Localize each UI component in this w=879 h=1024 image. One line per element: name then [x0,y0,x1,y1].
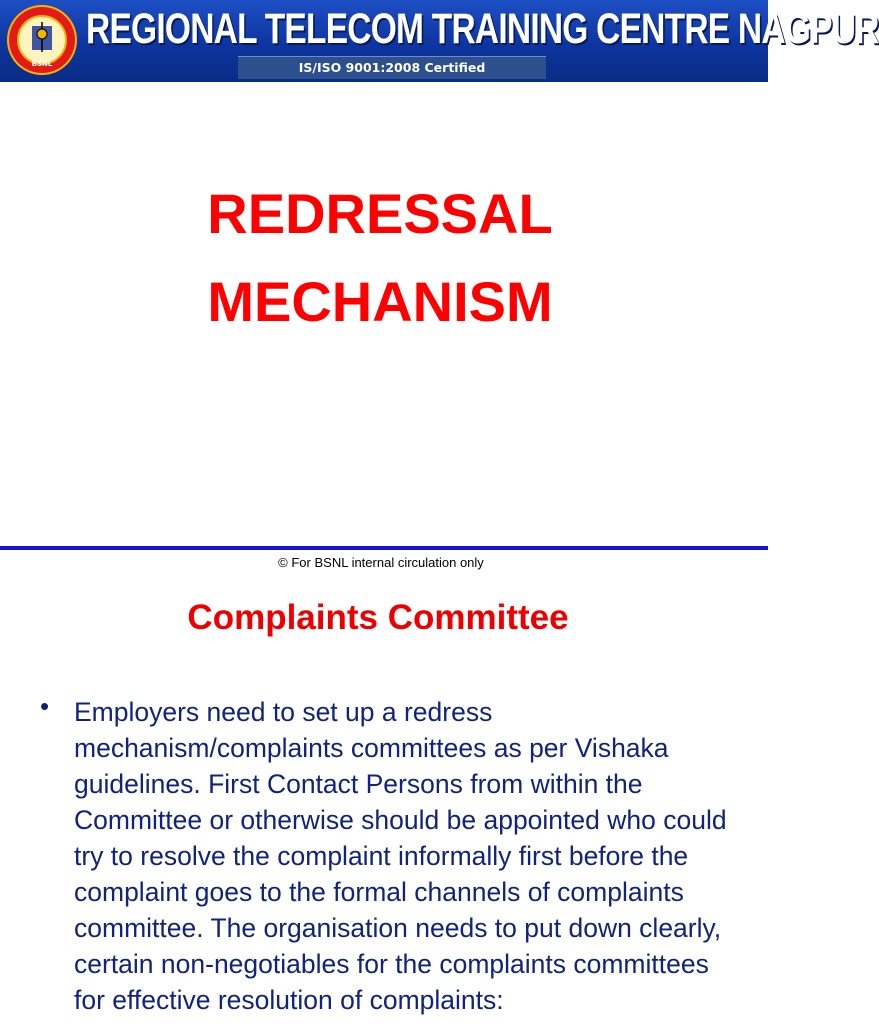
slide-divider [0,546,768,550]
bullet-text: Employers need to set up a redress mechanism/complaints committees as per Vishaka guidelines. First Contact Persons from within the Committee or otherwise should be appointed who could try to resolve the complaint informally first before the complaint goes to the formal channels of complaints committee. The organisation needs to put down clearly, certain non-negotiables for the complaints committees for effective resolution of complaints: [74,697,727,1015]
bsnl-logo-icon [6,4,78,76]
slide-2-title: Complaints Committee [187,598,569,637]
header-title: REGIONAL TELECOM TRAINING CENTRE NAGPUR [86,5,879,53]
slide-header [0,0,879,82]
slide-1-title [0,170,760,346]
slide-1-title-line-1: REDRESSAL [207,182,553,245]
footer-note: © For BSNL internal circulation only [278,555,484,570]
bullet-icon: • [40,691,50,721]
svg-text:BSNL: BSNL [31,60,53,68]
slide-1-title-line-2: MECHANISM [207,270,553,333]
certification-badge: IS/ISO 9001:2008 Certified [238,56,546,79]
